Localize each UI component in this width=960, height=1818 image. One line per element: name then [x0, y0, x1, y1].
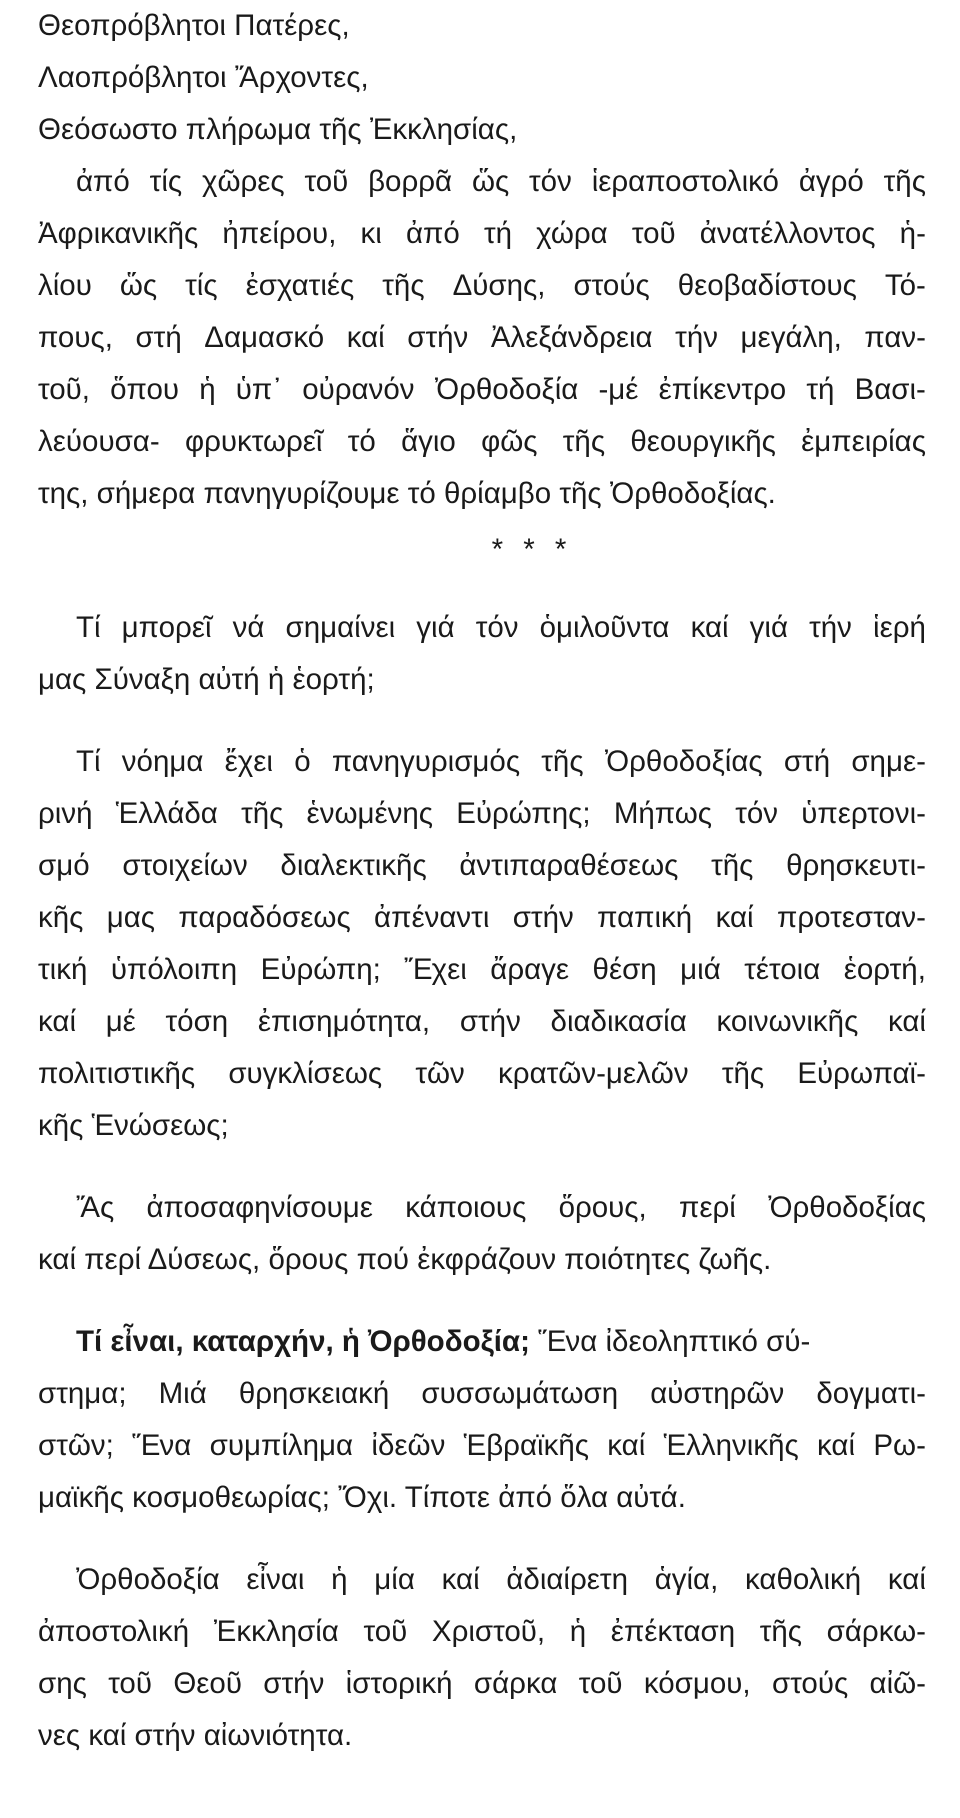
word: ἐμπειρίας — [801, 425, 926, 458]
word: ἀντιπαραθέσεως — [459, 849, 679, 882]
word: τό — [347, 425, 376, 458]
word: Θεοῦ — [173, 1667, 242, 1700]
word: κάποιους — [405, 1191, 527, 1224]
word: τοῦ — [578, 1667, 623, 1700]
word: ἑορτή, — [843, 953, 926, 986]
word: λεύουσα- — [38, 425, 160, 458]
word: βορρᾶ — [368, 165, 453, 198]
word: ἔχει — [224, 745, 273, 778]
word: τῆς — [759, 1615, 803, 1648]
word: Ἑλληνικῆς — [663, 1429, 799, 1462]
word: καί — [346, 321, 385, 354]
word: περί — [679, 1191, 736, 1224]
word: ἠπείρου, — [222, 217, 337, 250]
word: τῆς — [241, 797, 284, 830]
word: Ὀρθοδοξίας — [604, 745, 763, 778]
word: Ἑλλάδα — [115, 797, 218, 830]
paragraph-line — [38, 416, 926, 468]
word: τήν — [809, 611, 852, 644]
word: ὑπ᾽ — [235, 373, 283, 406]
word: Εὐρώπης; — [456, 797, 591, 830]
word: μεγάλη, — [740, 321, 842, 354]
word: χώρα — [536, 217, 608, 250]
word: συμπίλημα — [209, 1429, 354, 1462]
bold-question: Τί εἶναι, καταρχήν, ἡ Ὀρθοδοξία; — [76, 1325, 530, 1358]
word: κοινωνικῆς — [716, 1005, 859, 1038]
word: παν- — [864, 321, 926, 354]
word: νόημα — [121, 745, 204, 778]
paragraph-6 — [38, 1554, 926, 1762]
word: ἱερή — [873, 611, 926, 644]
word: αὐστηρῶν — [650, 1377, 785, 1410]
word: ὥς — [119, 269, 158, 302]
word: οὐρανόν — [302, 373, 415, 406]
word: τήν — [675, 321, 718, 354]
word: ὑπερτονι- — [801, 797, 926, 830]
word: Ἀλεξάνδρεια — [490, 321, 653, 354]
word: καί — [715, 901, 754, 934]
paragraph-line — [38, 156, 926, 208]
word: γιά — [416, 611, 455, 644]
word: στήν — [459, 1005, 521, 1038]
word: ὁ — [294, 745, 311, 778]
word: τόν — [475, 611, 519, 644]
word: σημε- — [851, 745, 926, 778]
paragraph-line: μαϊκῆς κοσμοθεωρίας; Ὄχι. Τίποτε ἀπό ὅλα αὐτά. — [38, 1481, 686, 1514]
word: Ὀρθοδοξία — [434, 373, 579, 406]
word: θρησκευτι- — [786, 849, 926, 882]
word: στημα; — [38, 1377, 127, 1410]
paragraph-line — [38, 840, 926, 892]
word: στήν — [263, 1667, 325, 1700]
word: Εὐρωπαϊ- — [797, 1057, 926, 1090]
paragraph-1 — [38, 156, 926, 520]
word: κόσμου, — [643, 1667, 751, 1700]
word: ἡ — [199, 373, 216, 406]
word: ὑπόλοιπη — [110, 953, 238, 986]
word: σάρκω- — [826, 1615, 926, 1648]
word: σμό — [38, 849, 90, 882]
word: ἀδιαίρετη — [506, 1563, 628, 1596]
word: Ὀρθοδοξία — [76, 1563, 220, 1596]
word: Μιά — [158, 1377, 207, 1410]
word: φρυκτωρεῖ — [184, 425, 323, 458]
word: ρινή — [38, 797, 93, 830]
word: ἀγρό — [798, 165, 864, 198]
paragraph-line: καί περί Δύσεως, ὅρους πού ἐκφράζουν ποιότητες ζωῆς. — [38, 1243, 772, 1276]
word: παραδόσεως — [178, 901, 351, 934]
document-page — [38, 0, 926, 1762]
word: καί — [690, 611, 729, 644]
word: Τί — [76, 611, 101, 644]
word: τίς — [185, 269, 218, 302]
paragraph-line — [38, 996, 926, 1048]
paragraph-line — [38, 208, 926, 260]
word: ἐπίκεντρο — [658, 373, 787, 406]
word: λίου — [38, 269, 92, 302]
word: τῆς — [541, 745, 584, 778]
word: τίς — [149, 165, 183, 198]
word: ἄραγε — [490, 953, 570, 986]
paragraph-line — [38, 602, 926, 654]
word: ὁμιλοῦντα — [539, 611, 670, 644]
word: Μήπως — [613, 797, 712, 830]
word: τῶν — [415, 1057, 465, 1090]
word: ἀποσαφηνίσουμε — [146, 1191, 373, 1224]
paragraph-line — [38, 1368, 926, 1420]
paragraph-line: κῆς Ἑνώσεως; — [38, 1109, 229, 1142]
word: μέ — [105, 1005, 136, 1038]
word: στή — [783, 745, 831, 778]
word: ὅπου — [110, 373, 180, 406]
word: τοῦ, — [38, 373, 90, 406]
word: Δύσης, — [452, 269, 546, 302]
word: δογματι- — [816, 1377, 926, 1410]
word: κῆς — [38, 901, 84, 934]
section-separator: * * * — [491, 533, 573, 566]
word: στήν — [407, 321, 469, 354]
word: Ἔχει — [404, 953, 467, 986]
word: ἀνατέλλοντος — [699, 217, 876, 250]
word: ἡ — [331, 1563, 348, 1596]
word: Τί — [76, 745, 101, 778]
word: τόν — [529, 165, 572, 198]
word: κρατῶν-μελῶν — [498, 1057, 689, 1090]
paragraph-line: μας Σύναξη αὐτή ἡ ἑορτή; — [38, 663, 375, 696]
paragraph-line — [38, 892, 926, 944]
paragraph-4 — [38, 1182, 926, 1286]
word: θεοβαδίστους — [677, 269, 857, 302]
word: στούς — [573, 269, 650, 302]
word: Δαμασκό — [204, 321, 325, 354]
word: πανηγυρισμός — [331, 745, 521, 778]
word: θέση — [592, 953, 657, 986]
word: τική — [38, 953, 88, 986]
word: στοιχείων — [122, 849, 248, 882]
word: Ἀφρικανικῆς — [38, 217, 199, 250]
word: σάρκα — [473, 1667, 558, 1700]
word: τῆς — [382, 269, 425, 302]
word: Ἑβραϊκῆς — [463, 1429, 589, 1462]
word: στούς — [771, 1667, 849, 1700]
paragraph-line: της, σήμερα πανηγυρίζουμε τό θρίαμβο τῆς Ὀρθοδοξίας. — [38, 477, 776, 510]
word: καί — [887, 1563, 926, 1596]
word: ἁγία, — [654, 1563, 719, 1596]
word: στήν — [512, 901, 574, 934]
word: τή — [483, 217, 513, 250]
word: φῶς — [481, 425, 538, 458]
greeting — [38, 0, 926, 156]
word: ἐσχατιές — [245, 269, 355, 302]
word: Ὀρθοδοξίας — [768, 1191, 926, 1224]
paragraph-line — [38, 1420, 926, 1472]
word: τόση — [165, 1005, 229, 1038]
paragraph-line — [38, 944, 926, 996]
inline-text: Ἕνα ἰδεοληπτικό σύ- — [529, 1325, 811, 1358]
word: ἀποστολική — [38, 1615, 190, 1648]
paragraph-2 — [38, 602, 926, 706]
word: μπορεῖ — [121, 611, 212, 644]
word: διαδικασία — [550, 1005, 687, 1038]
word: τῆς — [562, 425, 606, 458]
word: τόν — [735, 797, 778, 830]
word: Ἐκκλησία — [213, 1615, 339, 1648]
word: ἀπό — [76, 165, 130, 198]
paragraph-line — [38, 1606, 926, 1658]
word: σημαίνει — [285, 611, 396, 644]
paragraph-line — [38, 364, 926, 416]
word: θεουργικῆς — [630, 425, 776, 458]
word: εἶναι — [246, 1563, 305, 1596]
word: ἰδεῶν — [371, 1429, 446, 1462]
word: μας — [106, 901, 156, 934]
word: ὥς — [471, 165, 510, 198]
word: τῆς — [721, 1057, 765, 1090]
word: ἡ- — [899, 217, 926, 250]
word: καί — [887, 1005, 926, 1038]
word: προτεσταν- — [776, 901, 926, 934]
paragraph-line — [38, 312, 926, 364]
paragraph-line — [38, 788, 926, 840]
word: τῆς — [711, 849, 754, 882]
word: τοῦ — [631, 217, 676, 250]
word: ὅρους, — [558, 1191, 647, 1224]
word: μιά — [680, 953, 721, 986]
word: ἐπισημότητα, — [257, 1005, 431, 1038]
word: Χριστοῦ, — [431, 1615, 546, 1648]
word: Ρω- — [873, 1429, 926, 1462]
word: Ἕνα — [132, 1429, 192, 1462]
word: καί — [441, 1563, 480, 1596]
word: νά — [232, 611, 265, 644]
word: -μέ — [598, 373, 639, 406]
word: στῶν; — [38, 1429, 114, 1462]
word: ἐπέκταση — [610, 1615, 736, 1648]
paragraph-line — [38, 1658, 926, 1710]
word: τοῦ — [108, 1667, 152, 1700]
paragraph-3 — [38, 736, 926, 1152]
word: Βασι- — [854, 373, 926, 406]
word: ἀπέναντι — [374, 901, 490, 934]
word: μία — [374, 1563, 415, 1596]
word: σης — [38, 1667, 87, 1700]
word: διαλεκτικῆς — [280, 849, 427, 882]
word: συσσωμάτωση — [421, 1377, 619, 1410]
paragraph-line — [38, 1182, 926, 1234]
word: καί — [817, 1429, 856, 1462]
word: ἅγιο — [401, 425, 456, 458]
word: αἰῶ- — [869, 1667, 926, 1700]
paragraph-line — [38, 736, 926, 788]
word: τῆς — [883, 165, 926, 198]
word: τέτοια — [744, 953, 821, 986]
word: θρησκειακή — [238, 1377, 390, 1410]
greeting-line: Θεοπρόβλητοι Πατέρες, — [38, 9, 350, 42]
paragraph-line — [38, 1316, 926, 1368]
word: παπική — [597, 901, 693, 934]
greeting-line: Λαοπρόβλητοι Ἄρχοντες, — [38, 61, 369, 94]
word: καί — [38, 1005, 76, 1038]
word: Ἄς — [76, 1191, 115, 1224]
word: ἑνωμένης — [306, 797, 434, 830]
paragraph-line — [38, 1554, 926, 1606]
word: τή — [806, 373, 835, 406]
word: πους, — [38, 321, 113, 354]
word: πολιτιστικῆς — [38, 1057, 196, 1090]
word: ἀπό — [405, 217, 460, 250]
paragraph-line — [38, 260, 926, 312]
word: χῶρες — [201, 165, 285, 198]
word: στή — [135, 321, 182, 354]
word: ἡ — [569, 1615, 587, 1648]
paragraph-line — [38, 1048, 926, 1100]
word: καί — [607, 1429, 646, 1462]
word: ἱεραποστολικό — [591, 165, 779, 198]
word: τοῦ — [304, 165, 349, 198]
word: Τό- — [884, 269, 926, 302]
word: συγκλίσεως — [228, 1057, 383, 1090]
greeting-line: Θεόσωστο πλήρωμα τῆς Ἐκκλησίας, — [38, 113, 518, 146]
word: γιά — [749, 611, 789, 644]
word: ἱστορική — [345, 1667, 453, 1700]
paragraph-5 — [38, 1316, 926, 1524]
word: Εὐρώπη; — [260, 953, 381, 986]
word: τοῦ — [363, 1615, 408, 1648]
word: καθολική — [745, 1563, 862, 1596]
word: κι — [360, 217, 382, 250]
paragraph-line: νες καί στήν αἰωνιότητα. — [38, 1719, 353, 1752]
